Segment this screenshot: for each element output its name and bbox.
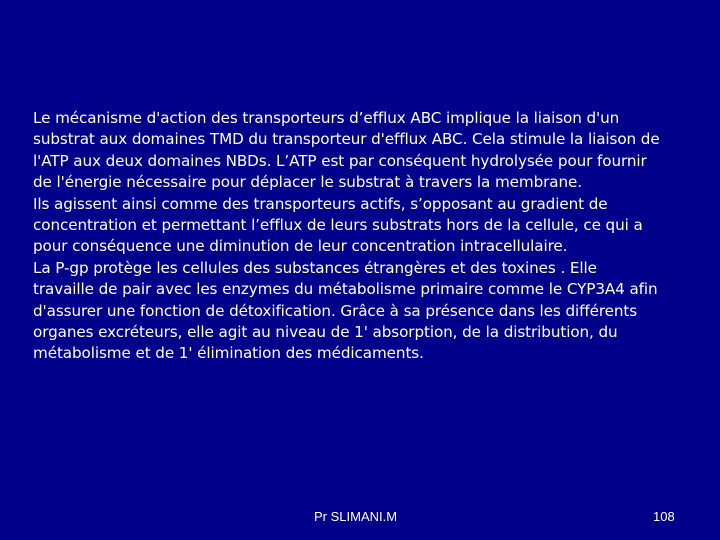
slide-body-text [33, 108, 693, 365]
body-line: concentration et permettant l’efflux de leurs substrats hors de la cellule, ce qui a [33, 216, 643, 235]
body-line: pour conséquence une diminution de leur concentration intracellulaire. [33, 237, 568, 256]
footer-author: Pr SLIMANI.M [314, 509, 398, 524]
body-line: organes excréteurs, elle agit au niveau de 1' absorption, de la distribution, du [33, 323, 618, 342]
body-line: d'assurer une fonction de détoxification. Grâce à sa présence dans les différents [33, 301, 638, 320]
body-line: Ils agissent ainsi comme des transporteurs actifs, s’opposant au gradient de [33, 194, 608, 213]
page-number: 108 [653, 509, 675, 524]
body-line: de l'énergie nécessaire pour déplacer le substrat à travers la membrane. [33, 173, 582, 192]
body-line: La P-gp protège les cellules des substances étrangères et des toxines . Elle [33, 258, 597, 277]
body-line: substrat aux domaines TMD du transporteur d'efflux ABC. Cela stimule la liaison de [33, 130, 660, 149]
body-line: Le mécanisme d'action des transporteurs d’efflux ABC implique la liaison d'un [33, 109, 620, 127]
body-line: métabolisme et de 1' élimination des médicaments. [33, 344, 424, 363]
body-line: travaille de pair avec les enzymes du métabolisme primaire comme le CYP3A4 afin [33, 280, 658, 299]
body-line: l'ATP aux deux domaines NBDs. L’ATP est par conséquent hydrolysée pour fournir [33, 151, 647, 170]
